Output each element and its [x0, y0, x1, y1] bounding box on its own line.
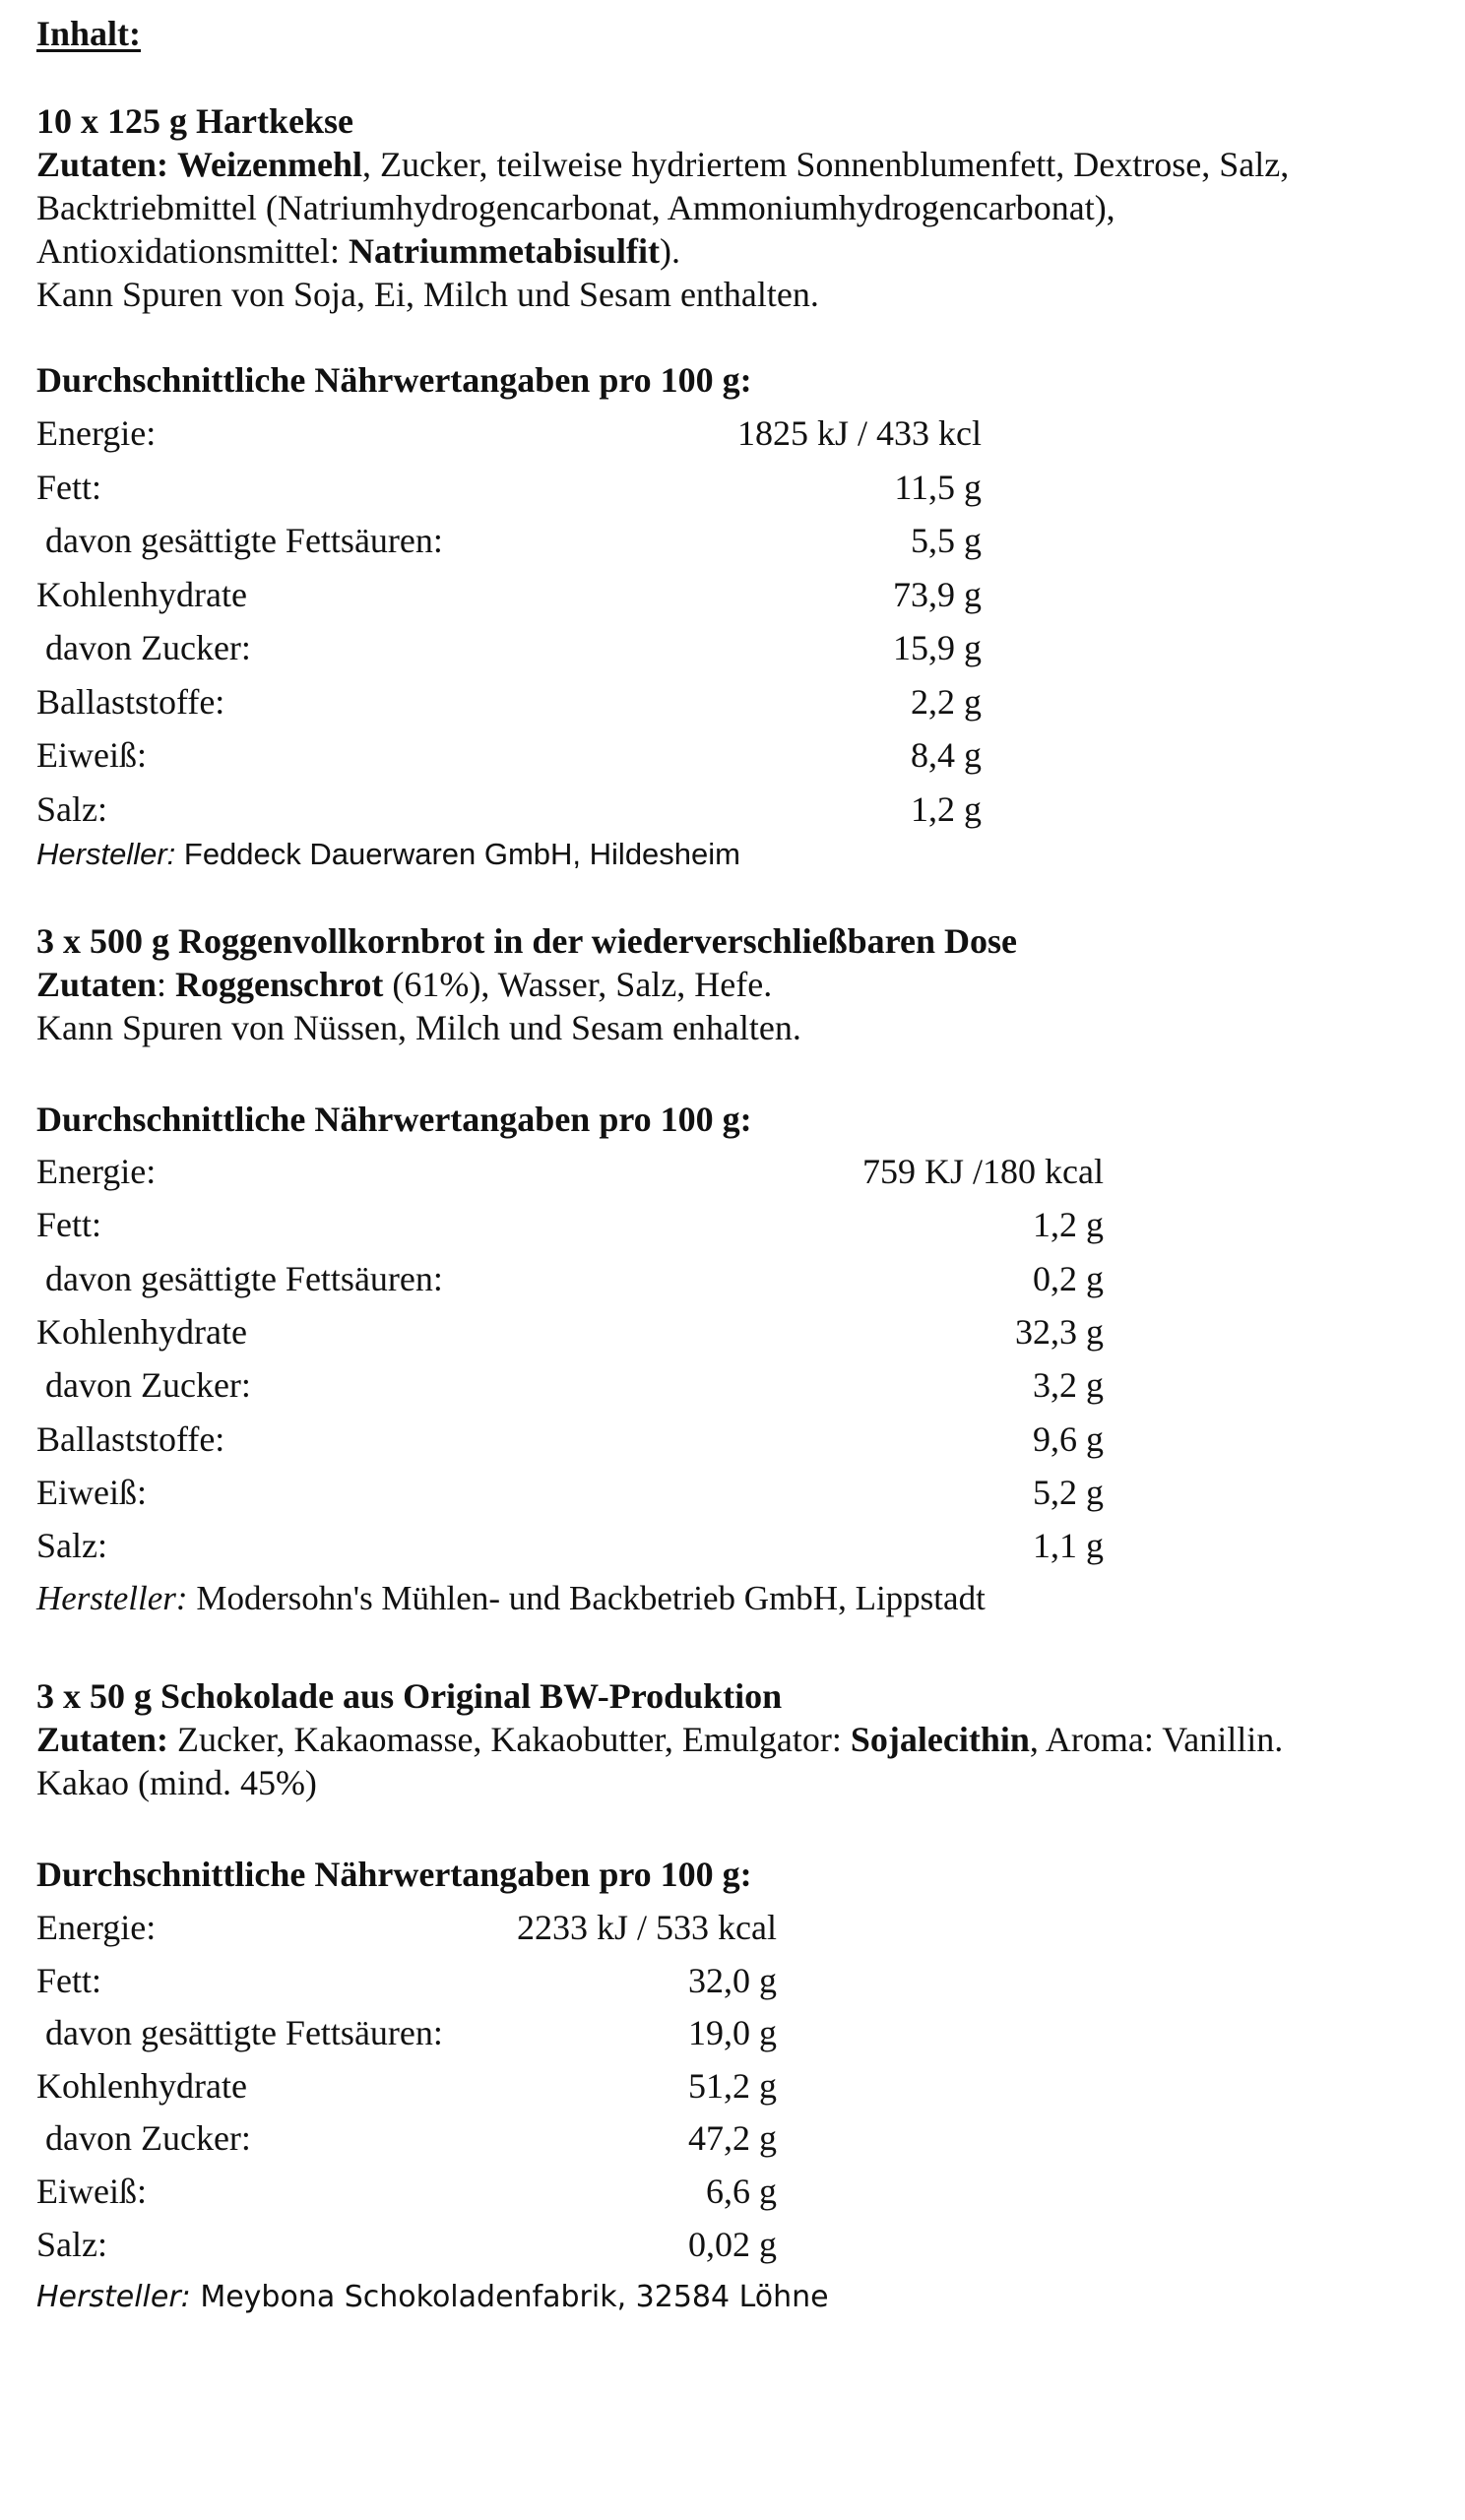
ingredients-text: :: [157, 965, 176, 1004]
nutrition-value: 5,2 g: [1033, 1472, 1104, 1512]
traces-note: Kann Spuren von Soja, Ei, Milch und Sesam enthalten.: [36, 275, 819, 314]
nutrition-label: Fett:: [36, 1960, 102, 2000]
manufacturer-name: Modersohn's Mühlen- und Backbetrieb GmbH, Lippstadt: [187, 1579, 986, 1617]
manufacturer-label: Hersteller:: [36, 2280, 191, 2314]
nutrition-value: 6,6 g: [706, 2172, 777, 2211]
nutrition-label: Ballaststoffe:: [36, 681, 225, 722]
nutrition-heading: Durchschnittliche Nährwertangaben pro 100 g:: [36, 1100, 752, 1139]
ingredients-line-2: Backtriebmittel (Natriumhydrogencarbonat, Ammoniumhydrogencarbonat),: [36, 188, 1115, 227]
product-title: 3 x 50 g Schokolade aus Original BW-Produktion: [36, 1676, 783, 1716]
allergen-natriummetabisulfit: Natriummetabisulfit: [349, 231, 660, 271]
ingredients-label: Zutaten:: [36, 1720, 168, 1759]
nutrition-value: 1,2 g: [1033, 1205, 1104, 1245]
nutrition-value: 0,02 g: [688, 2224, 777, 2264]
manufacturer-label: Hersteller:: [36, 837, 176, 871]
nutrition-label: davon gesättigte Fettsäuren:: [36, 521, 443, 560]
nutrition-label: Energie:: [36, 413, 157, 453]
nutrition-value: 19,0 g: [688, 2013, 777, 2053]
nutrition-value: 47,2 g: [688, 2118, 777, 2159]
nutrition-value: 1,1 g: [1033, 1526, 1104, 1566]
nutrition-value: 2233 kJ / 533 kcal: [517, 1908, 777, 1947]
nutrition-value: 1,2 g: [911, 788, 982, 829]
ingredients-label: Zutaten: [36, 965, 158, 1004]
ingredients-line-3: [36, 229, 680, 273]
ingredients-label: Zutaten:: [36, 145, 168, 184]
nutrition-value: 8,4 g: [911, 735, 982, 775]
manufacturer-name: Feddeck Dauerwaren GmbH, Hildesheim: [175, 837, 740, 871]
nutrition-value: 51,2 g: [688, 2065, 777, 2106]
ingredients-text: ).: [659, 231, 680, 271]
nutrition-label: Kohlenhydrate: [36, 1311, 247, 1352]
nutrition-label: Salz:: [36, 788, 107, 829]
nutrition-heading: Durchschnittliche Nährwertangaben pro 100 g:: [36, 360, 752, 400]
nutrition-value: 9,6 g: [1033, 1418, 1104, 1459]
ingredients-text: , Zucker, teilweise hydriertem Sonnenblumenfett, Dextrose, Salz,: [361, 145, 1290, 184]
manufacturer: [36, 833, 740, 876]
nutrition-value: 759 KJ /180 kcal: [862, 1152, 1104, 1191]
nutrition-value: 11,5 g: [894, 467, 982, 507]
nutrition-label: Salz:: [36, 2224, 107, 2264]
manufacturer: [36, 1577, 986, 1620]
nutrition-label: Energie:: [36, 1908, 157, 1947]
nutrition-label: Kohlenhydrate: [36, 574, 247, 614]
manufacturer: [36, 2276, 829, 2319]
nutrition-value: 2,2 g: [911, 681, 982, 722]
nutrition-value: 3,2 g: [1033, 1365, 1104, 1406]
allergen-weizenmehl: Weizenmehl: [177, 145, 362, 184]
nutrition-label: davon Zucker:: [36, 628, 251, 667]
product-title: 10 x 125 g Hartkekse: [36, 101, 353, 141]
allergen-sojalecithin: Sojalecithin: [850, 1720, 1030, 1759]
ingredients-line: [36, 143, 1289, 186]
content-heading: Inhalt:: [36, 14, 142, 53]
nutrition-label: Eiweiß:: [36, 735, 147, 775]
manufacturer-label: Hersteller:: [36, 1579, 188, 1617]
nutrition-label: Eiweiß:: [36, 1472, 147, 1512]
nutrition-value: 0,2 g: [1033, 1258, 1104, 1298]
nutrition-label: Eiweiß:: [36, 2172, 147, 2211]
nutrition-label: davon Zucker:: [36, 1365, 251, 1406]
ingredients-text: Zucker, Kakaomasse, Kakaobutter, Emulgator:: [168, 1720, 851, 1759]
nutrition-label: Salz:: [36, 1526, 107, 1566]
cocoa-content: Kakao (mind. 45%): [36, 1763, 317, 1802]
manufacturer-name: Meybona Schokoladenfabrik, 32584 Löhne: [190, 2280, 829, 2314]
product-title: 3 x 500 g Roggenvollkornbrot in der wiederverschließbaren Dose: [36, 921, 1017, 961]
nutrition-label: Fett:: [36, 467, 102, 507]
nutrition-heading: Durchschnittliche Nährwertangaben pro 100 g:: [36, 1855, 752, 1894]
nutrition-label: davon gesättigte Fettsäuren:: [36, 1258, 443, 1298]
nutrition-label: Fett:: [36, 1205, 102, 1245]
nutrition-value: 32,3 g: [1015, 1311, 1104, 1352]
nutrition-value: 73,9 g: [893, 574, 982, 614]
nutrition-value: 32,0 g: [688, 1960, 777, 2000]
nutrition-label: Ballaststoffe:: [36, 1418, 225, 1459]
nutrition-label: Energie:: [36, 1152, 157, 1191]
ingredients-line: [36, 1718, 1283, 1761]
traces-note: Kann Spuren von Nüssen, Milch und Sesam enhalten.: [36, 1008, 801, 1047]
ingredients-text: Antioxidationsmittel:: [36, 231, 349, 271]
ingredients-text: , Aroma: Vanillin.: [1029, 1720, 1284, 1759]
nutrition-value: 5,5 g: [911, 521, 982, 560]
ingredients-line: [36, 963, 772, 1006]
nutrition-label: davon gesättigte Fettsäuren:: [36, 2013, 443, 2053]
nutrition-value: 1825 kJ / 433 kcl: [737, 413, 982, 453]
allergen-roggenschrot: Roggenschrot: [175, 965, 384, 1004]
nutrition-label: Kohlenhydrate: [36, 2065, 247, 2106]
ingredients-text: (61%), Wasser, Salz, Hefe.: [383, 965, 773, 1004]
nutrition-value: 15,9 g: [893, 628, 982, 667]
nutrition-label: davon Zucker:: [36, 2118, 251, 2159]
